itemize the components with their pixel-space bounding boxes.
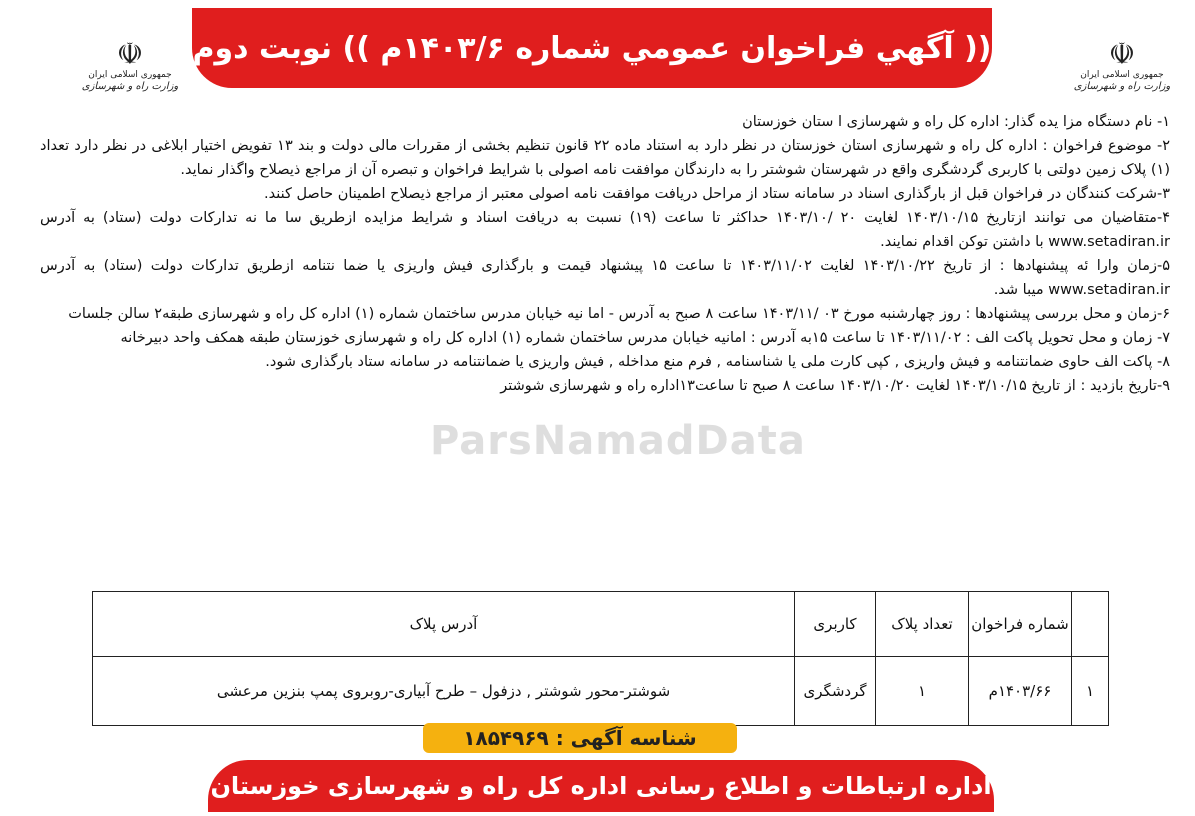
footer-text: اداره ارتباطات و اطلاع رسانی اداره کل راه و شهرسازی خوزستان xyxy=(210,772,992,800)
notice-title: (( آگهي فراخوان عمومي شماره ۱۴۰۳/۶م )) نوبت دوم xyxy=(192,30,992,66)
col-header-call-number: شماره فراخوان xyxy=(969,592,1072,657)
watermark: ParsNamadData xyxy=(430,418,806,464)
emblem-ministry-label: وزارت راه و شهرسازی xyxy=(1073,81,1171,92)
emblem-country-label: جمهوری اسلامی ایران xyxy=(1080,70,1164,80)
ad-id-badge xyxy=(423,723,737,753)
ad-id-text: شناسه آگهی : ۱۸۵۴۹۶۹ xyxy=(463,726,697,750)
header-banner xyxy=(192,8,992,88)
clause-9: ۹-تاریخ بازدید : از تاریخ ۱۴۰۳/۱۰/۱۵ لغایت ۱۴۰۳/۱۰/۲۰ ساعت ۸ صبح تا ساعت۱۳اداره راه و شهرسازی شوشتر xyxy=(500,378,1170,394)
cell-address: شوشتر-محور شوشتر , دزفول – طرح آبیاری-روبروی پمپ بنزین مرعشی xyxy=(93,657,795,726)
clause-3: ۳-شرکت کنندگان در فراخوان قبل از بارگذاری اسناد در سامانه ستاد از مراحل دریافت موافقت نامه اصولی معتبر از مراجع ذیصلاح اطمینان حاصل کنند. xyxy=(263,186,1170,202)
clause-2: ۲- موضوع فراخوان : اداره کل راه و شهرسازی استان خوزستان در نظر دارد به استناد ماده ۲۲ قانون تنظیم بخشی از مقررات مالی دولت و بند ۱۳ تفویض اختیار ابلاغی در نظر دارد تعداد (۱) پلاک زمین دولتی با کاربری گردشگری واقع در شهرستان شوشتر را به دارندگان موافقت نامه اصولی با شرایط فراخوان و تبصره آن از مراجع ذیصلاح واگذار نماید. xyxy=(40,138,1170,178)
cell-plot-count: ۱ xyxy=(876,657,969,726)
ministry-emblem-right xyxy=(1067,37,1177,92)
notice-body xyxy=(40,110,1170,398)
footer-banner xyxy=(208,760,994,812)
iran-emblem-icon: ☫ xyxy=(116,37,144,72)
table-row xyxy=(93,657,1109,726)
plot-table xyxy=(92,591,1109,726)
clause-5: ۵-زمان وارا ئه پیشنهادها : از تاریخ ۱۴۰۳/۱۰/۲۲ لغایت ۱۴۰۳/۱۱/۰۲ تا ساعت ۱۵ پیشنهاد قیمت و بارگذاری فیش واریزی یا ضما نتنامه ازطریق تدارکات دولت (ستاد) به آدرس www.setadiran.ir میبا شد. xyxy=(40,258,1170,298)
col-header-plot-count: تعداد پلاک xyxy=(876,592,969,657)
clause-4: ۴-متقاضیان می توانند ازتاریخ ۱۴۰۳/۱۰/۱۵ لغایت ۲۰ /۱۴۰۳/۱۰ حداکثر تا ساعت (۱۹) نسبت به دریافت اسناد و شرایط مزایده ازطریق سا ما نه تدارکات دولت (ستاد) به آدرس www.setadiran.ir با داشتن توکن اقدام نمایند. xyxy=(40,210,1170,250)
emblem-ministry-label: وزارت راه و شهرسازی xyxy=(81,81,179,92)
ministry-emblem-left xyxy=(75,37,185,92)
cell-index: ۱ xyxy=(1072,657,1109,726)
col-header-index xyxy=(1072,592,1109,657)
clause-8: ۸- پاکت الف حاوی ضمانتنامه و فیش واریزی , کپی کارت ملی یا شناسنامه , فرم منع مداخله , فیش واریزی یا ضمانتنامه در سامانه ستاد بارگذاری شود. xyxy=(265,354,1170,370)
cell-call-number: ۱۴۰۳/۶۶م xyxy=(969,657,1072,726)
iran-emblem-icon: ☫ xyxy=(1108,37,1136,72)
emblem-country-label: جمهوری اسلامی ایران xyxy=(88,70,172,80)
clause-7: ۷- زمان و محل تحویل پاکت الف : ۱۴۰۳/۱۱/۰۲ تا ساعت ۱۵به آدرس : امانیه خیابان مدرس ساختمان شماره (۱) اداره کل راه و شهرسازی خوزستان طبقه همکف واحد دبیرخانه xyxy=(120,330,1170,346)
table-header-row xyxy=(93,592,1109,657)
col-header-usage: کاربری xyxy=(795,592,876,657)
clause-1: ۱- نام دستگاه مزا یده گذار: اداره کل راه و شهرسازی ا ستان خوزستان xyxy=(742,114,1170,130)
clause-6: ۶-زمان و محل بررسی پیشنهادها : روز چهارشنبه مورخ ۰۳ /۱۴۰۳/۱۱ ساعت ۸ صبح به آدرس - اما نیه خیابان مدرس ساختمان شماره (۱) اداره کل راه و شهرسازی طبقه۲ سالن جلسات xyxy=(68,306,1170,322)
col-header-address: آدرس پلاک xyxy=(93,592,795,657)
cell-usage: گردشگری xyxy=(795,657,876,726)
